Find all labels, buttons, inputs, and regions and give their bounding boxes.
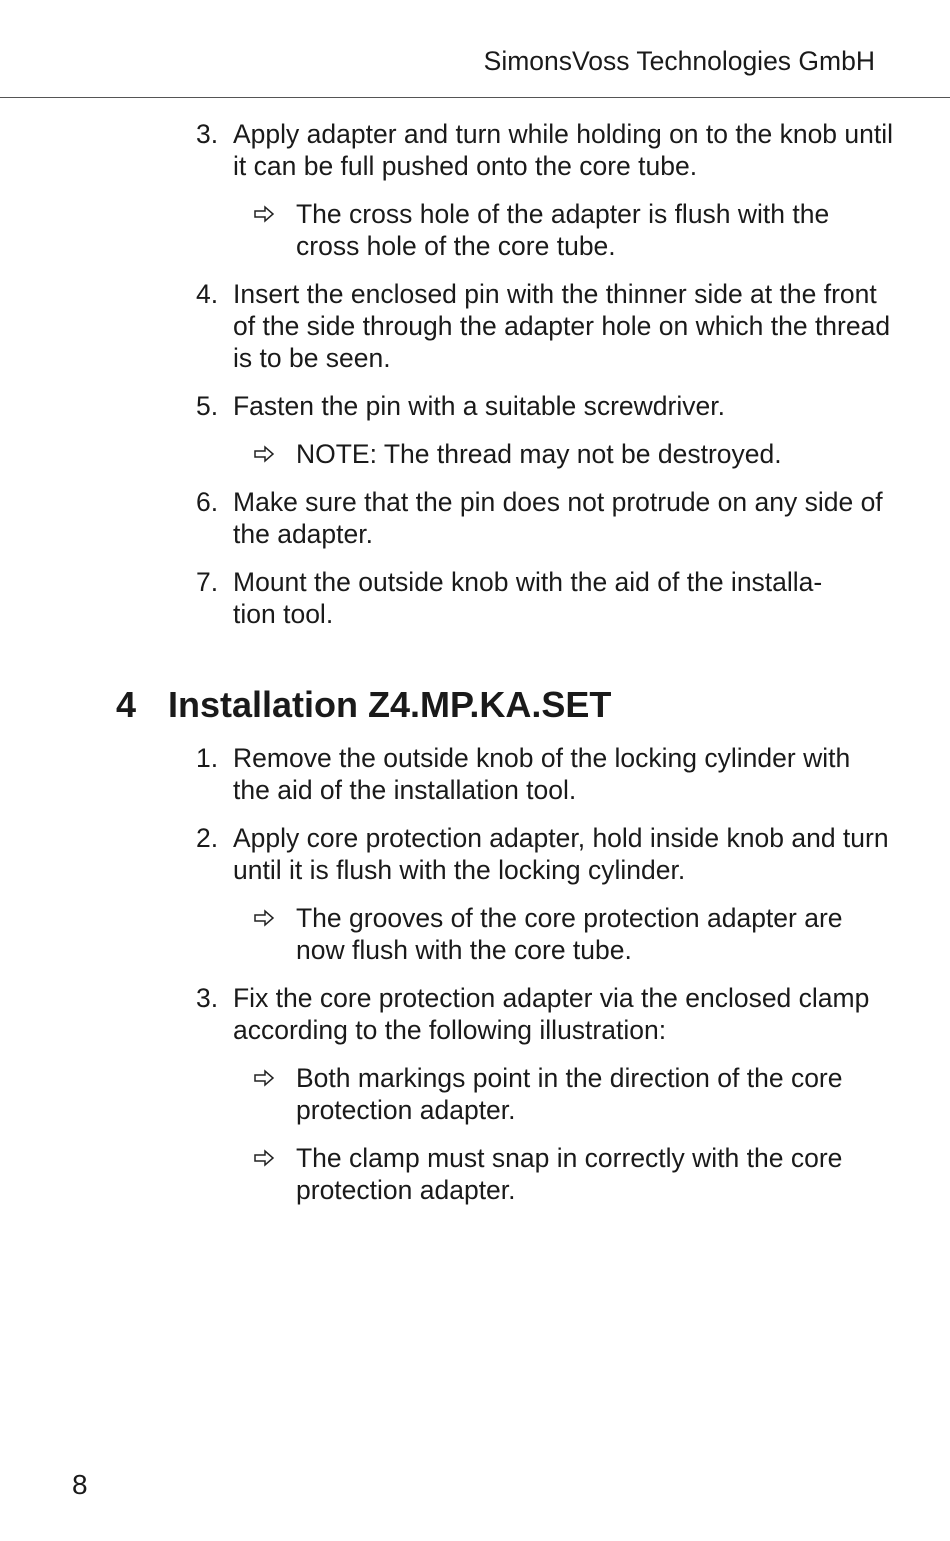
result-text: The grooves of the core protection adapter are now flush with the core tube. [296,903,843,965]
step-number: 3. [196,983,219,1013]
step-number: 4. [196,279,219,309]
outline-right-arrow-icon [252,1146,276,1170]
company-name: SimonsVoss Technologies GmbH [483,46,875,76]
step-text: Remove the outside knob of the locking cylinder with the aid of the installation tool. [233,743,851,805]
result-text: NOTE: The thread may not be destroyed. [296,439,782,469]
outline-right-arrow-icon [252,1066,276,1090]
result-text: The cross hole of the adapter is flush with the cross hole of the core tube. [296,199,830,261]
result-text: Both markings point in the direction of the core protection adapter. [296,1063,843,1125]
step-text: Fasten the pin with a suitable screwdriver. [233,391,725,421]
outline-right-arrow-icon [252,202,276,226]
step-text: Apply adapter and turn while holding on to the knob until it can be full pushed onto the core tube. [233,119,894,181]
page-header [0,0,950,98]
section-number: 4 [116,684,137,725]
step-number: 2. [196,823,219,853]
section-title: Installation Z4.MP.KA.SET [168,684,612,725]
outline-right-arrow-icon [252,442,276,466]
step-number: 5. [196,391,219,421]
step-number: 7. [196,567,219,597]
step-text: Make sure that the pin does not protrude on any side of the adapter. [233,487,883,549]
page-number: 8 [72,1469,88,1500]
result-text: The clamp must snap in correctly with the core protection adapter. [296,1143,843,1205]
step-number: 6. [196,487,219,517]
step-text: Insert the enclosed pin with the thinner side at the front of the side through the adapter hole on which the thread is to be seen. [233,279,891,373]
step-text: Mount the outside knob with the aid of the installa-tion tool. [233,567,823,629]
step-number: 3. [196,119,219,149]
outline-right-arrow-icon [252,906,276,930]
step-text: Apply core protection adapter, hold inside knob and turn until it is flush with the locking cylinder. [233,823,889,885]
step-number: 1. [196,743,219,773]
step-text: Fix the core protection adapter via the enclosed clamp according to the following illustration: [233,983,870,1045]
